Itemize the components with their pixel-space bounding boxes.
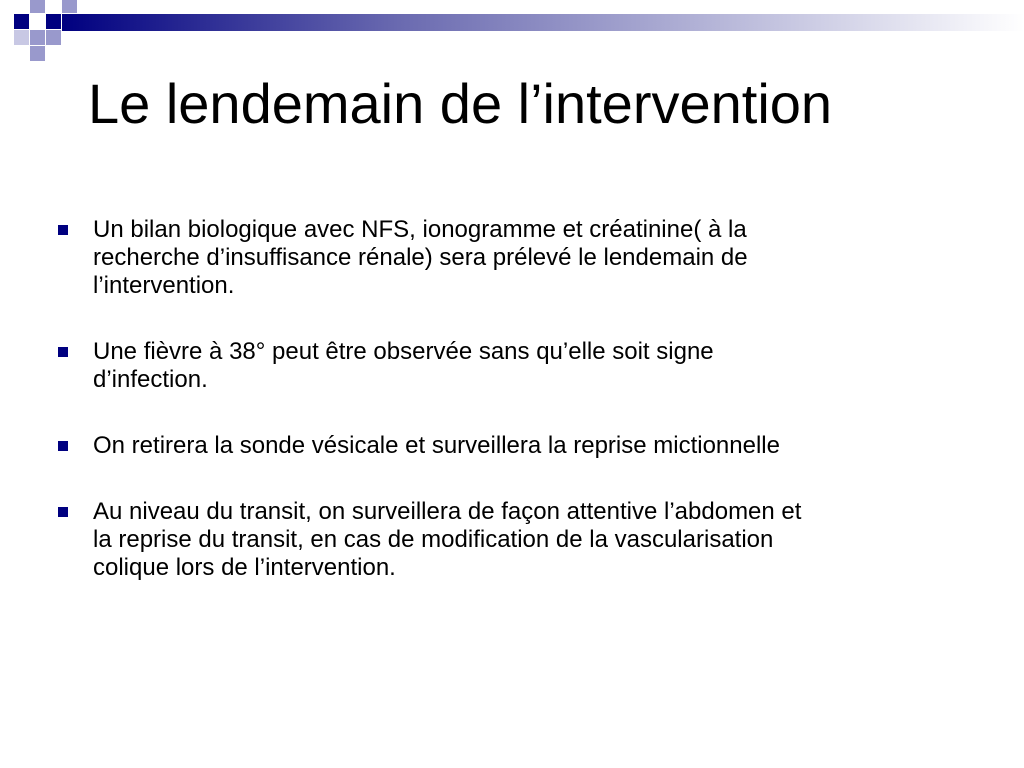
bullet-list: [58, 216, 948, 582]
deco-square-5: [30, 30, 45, 45]
bullet-item: [58, 498, 948, 582]
square-bullet-icon: [58, 507, 68, 517]
bullet-line: Au niveau du transit, on surveillera de façon attentive l’abdomen et: [93, 498, 802, 525]
bullet-item: [58, 338, 948, 394]
square-bullet-icon: [58, 347, 68, 357]
deco-square-7: [46, 30, 61, 45]
square-bullet-icon: [58, 441, 68, 451]
deco-square-3: [46, 14, 61, 29]
deco-square-8: [14, 30, 29, 45]
bullet-line: On retirera la sonde vésicale et surveillera la reprise mictionnelle: [93, 432, 780, 459]
bullet-line: colique lors de l’intervention.: [93, 554, 396, 581]
slide-title: Le lendemain de l’intervention: [88, 72, 833, 135]
deco-square-2: [30, 0, 45, 13]
bullet-line: l’intervention.: [93, 272, 235, 299]
bullet-line: recherche d’insuffisance rénale) sera prélevé le lendemain de: [93, 244, 748, 271]
square-bullet-icon: [58, 225, 68, 235]
deco-square-4: [62, 0, 77, 13]
header-gradient-band: [62, 14, 1024, 31]
bullet-line: la reprise du transit, en cas de modification de la vascularisation: [93, 526, 774, 553]
bullet-item: [58, 432, 948, 460]
header-decoration: [0, 0, 1024, 64]
bullet-line: Un bilan biologique avec NFS, ionogramme et créatinine( à la: [93, 216, 747, 243]
bullet-line: d’infection.: [93, 366, 208, 393]
bullet-line: Une fièvre à 38° peut être observée sans qu’elle soit signe: [93, 338, 714, 365]
deco-square-6: [30, 46, 45, 61]
deco-square-1: [14, 14, 29, 29]
bullet-item: [58, 216, 948, 300]
